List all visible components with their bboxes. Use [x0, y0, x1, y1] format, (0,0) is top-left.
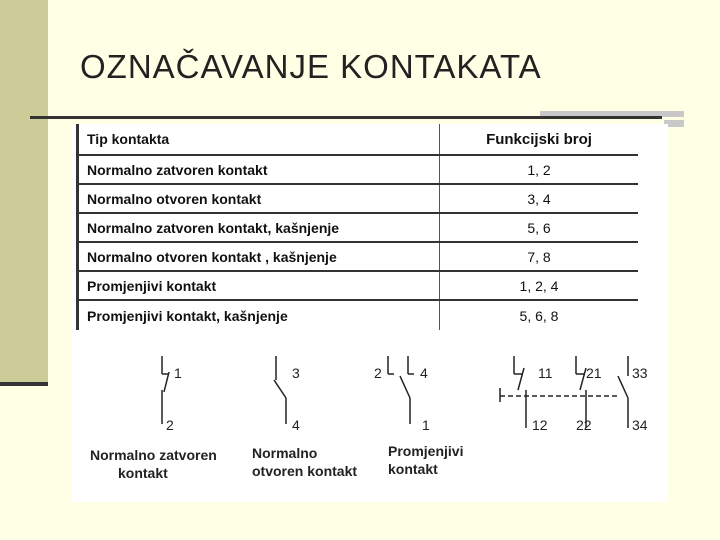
co-bottom-number: 1: [422, 417, 430, 433]
co-caption-line1: Promjenjivi: [388, 443, 464, 459]
cell-contact-type: Normalno zatvoren kontakt: [78, 155, 440, 184]
table-row: [78, 300, 639, 330]
multi-top-number: 11: [538, 365, 553, 381]
no-contact-symbol: [274, 356, 286, 424]
cell-function-number: 1, 2: [440, 155, 639, 184]
multi-contact-symbol: [500, 356, 628, 428]
cell-function-number: 5, 6, 8: [519, 307, 559, 324]
table-row: [78, 242, 639, 271]
multi-top-number: 21: [586, 365, 602, 381]
nc-caption-line1: Normalno zatvoren: [90, 447, 217, 463]
multi-bottom-number: 22: [576, 417, 592, 433]
cell-contact-type: Normalno otvoren kontakt , kašnjenje: [78, 242, 440, 271]
nc-top-number: 1: [174, 365, 182, 381]
cell-contact-type: Promjenjivi kontakt: [78, 271, 440, 300]
table-row: [78, 213, 639, 242]
header-contact-type: Tip kontakta: [78, 124, 440, 155]
cell-function-number: 5, 6: [440, 213, 639, 242]
multi-bottom-number: 34: [632, 417, 648, 433]
cell-function-number: 7, 8: [440, 242, 639, 271]
contact-table: [76, 124, 638, 330]
table-row: [78, 184, 639, 213]
cell-function-number: 1, 2, 4: [440, 271, 639, 300]
content-image: [72, 124, 668, 502]
slide-title: OZNAČAVANJE KONTAKATA: [80, 48, 542, 85]
table-row: [78, 155, 639, 184]
table-row: [78, 271, 639, 300]
changeover-contact-symbol: [388, 356, 414, 424]
header-function-number: Funkcijski broj: [440, 124, 639, 155]
no-bottom-number: 4: [292, 417, 300, 433]
multi-top-number: 33: [632, 365, 648, 381]
cell-function-number: 3, 4: [440, 184, 639, 213]
multi-bottom-number: 12: [532, 417, 548, 433]
co-top-left-number: 2: [374, 365, 382, 381]
no-top-number: 3: [292, 365, 300, 381]
nc-contact-symbol: [162, 356, 169, 424]
no-caption-line1: Normalno: [252, 445, 318, 461]
nc-bottom-number: 2: [166, 417, 174, 433]
side-accent-bar: [0, 0, 48, 384]
cell-contact-type: Promjenjivi kontakt, kašnjenje: [78, 300, 440, 330]
co-caption-line2: kontakt: [388, 461, 438, 477]
side-accent-line: [0, 382, 48, 386]
title-rule: [30, 116, 662, 119]
cell-contact-type: Normalno otvoren kontakt: [78, 184, 440, 213]
table-header-row: [78, 124, 639, 155]
contact-symbols-diagram: [72, 354, 668, 502]
nc-caption-line2: kontakt: [118, 465, 168, 481]
co-top-right-number: 4: [420, 365, 428, 381]
cell-contact-type: Normalno zatvoren kontakt, kašnjenje: [78, 213, 440, 242]
no-caption-line2: otvoren kontakt: [252, 463, 358, 479]
